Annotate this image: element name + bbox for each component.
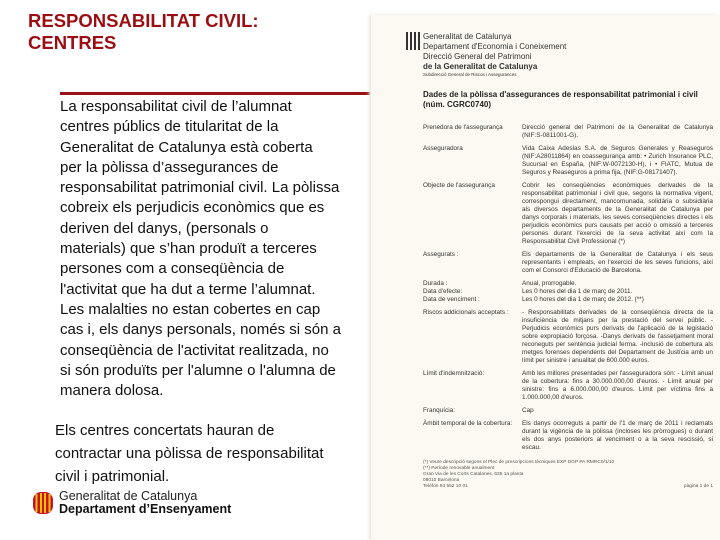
letterhead-line: Generalitat de Catalunya [423,32,512,41]
document-letterhead [406,32,566,78]
paragraph-line: Generalitat de Catalunya està coberta [60,138,313,156]
field-label: Franquícia: [423,407,455,414]
generalitat-logo [33,490,231,516]
page-number: pàgina 1 de 1 [683,484,713,489]
policy-field-row [423,370,713,402]
paragraph-line: Les malalties no estan cobertes en cap [60,300,321,318]
field-value: Vida Caixa Adeslas S.A. de Seguros Generales y Reaseguros (NIF:A28011864) en coassegurança amb: • Zurich Insurance PLC, Sucursal en España, (NIF:W-0072130-H), i • FIATC, Mutua de Seguros y Reaseguros a prima fija, (NIF:G-08171407). [522,145,713,176]
policy-field-row [423,288,713,296]
field-label: Prenedora de l'assegurança [423,124,503,131]
footnote: Gran Via de les Corts Catalanes, 635 1a planta [423,472,524,477]
field-value: Anual, prorrogable. [522,280,577,287]
paragraph-line: Els centres concertats hauran de [55,422,275,439]
field-value: - Responsabilitats derivades de la conseqüència directa de la insuficiència de mitjans per la prestació del servei públic. -Perjudicis econòmics purs derivats de l'aplicació de la legislació sobre expropiació forçosa. -Danys derivats de l'assetjament moral reconeguts per sentència judicial ferma. -Inclusió de cobertura als metges forenses dependents del Departament de Justícia amb un límit per sinistre i anualitat de 600.000 euros. [522,309,713,364]
field-label: Límit d'indemnització: [423,370,485,377]
field-value: Les 0 hores del dia 1 de març de 2012. (**) [522,296,644,303]
paragraph-line: manera dolosa. [60,382,164,400]
policy-field-row [423,407,713,415]
letterhead-line: Direcció General del Patrimoni [423,52,532,61]
catalonia-emblem-icon [33,492,53,514]
slide-title [28,10,259,54]
field-label: Àmbit temporal de la cobertura: [423,420,513,427]
paragraph-line: si són produïts per l'alumne o l'alumna de [60,361,336,379]
field-label: Riscos addicionals acceptats : [423,309,509,316]
policy-field-row [423,420,713,452]
document-title: Dades de la pòlissa d'assegurances de responsabilitat patrimonial i civil (núm. CGRC0740) [423,90,698,109]
paragraph-line: materials) que s’han produït a terceres [60,240,317,258]
footnote: (*) Veure descripció segons el Plec de prescripcions tècniques EXP DGP PA RMRC0/1/10 [423,460,615,465]
paragraph-line: La responsabilitat civil de l’alumnat [60,98,292,115]
paragraph-concertats [55,419,324,488]
policy-field-row [423,280,713,288]
paragraph-line: cas i, els danys personals, només si són a [60,321,341,339]
footnote: Telèfon 93 552 10 01 [423,484,468,489]
field-label: Objecte de l'assegurança [423,182,495,189]
field-value: Els departaments de la Generalitat de Catalunya i els seus representants i empleats, en l'exercici de les seves funcions, així com el Consorci d'Educació de Barcelona. [522,251,713,274]
letterhead-subline: Subdirecció General de Riscos i Assegurances [423,72,517,77]
paragraph-line: contractar una pòlissa de responsabilitat [55,445,324,462]
paragraph-line: responsabilitat patrimonial civil. La pòlissa [60,179,340,197]
field-value: Amb les millores presentades per l'asseguradora són: - Límit anual de la cobertura: fins a 30.000.000,00 d'euros. - Límit anual per sinistre: fins a 6.000.000,00 d'euros. Límit per víctima fins a 1.000.000,00 d'euros. [522,370,713,401]
policy-field-row [423,124,713,140]
field-label: Asseguradora [423,145,463,152]
letterhead-line: Departament d'Economia i Coneixement [423,42,567,51]
policy-field-row [423,296,713,304]
paragraph-line: deriven del danys, (personals o [60,219,269,237]
field-value: Les 0 hores del dia 1 de març de 2011. [522,288,633,295]
paragraph-line: conseqüència de l'activitat realitzada, no [60,341,329,359]
field-label: Data d'efecte: [423,288,463,295]
title-line: RESPONSABILITAT CIVIL: [28,10,259,31]
paragraph-line: centres públics de titularitat de la [60,118,279,136]
paragraph-line: civil i patrimonial. [55,468,170,485]
title-divider [60,92,370,95]
policy-field-row [423,145,713,177]
document-footnotes [423,460,614,490]
policy-field-row [423,182,713,246]
footnote: (**) Període renovable anualment [423,466,495,471]
field-label: Durada : [423,280,448,287]
logo-line-2: Departament d’Ensenyament [59,502,232,516]
field-label: Data de venciment : [423,296,480,303]
title-line: CENTRES [28,32,117,53]
paragraph-line: l'activitat que ha dut a terme l’alumnat. [60,280,316,298]
policy-field-row [423,251,713,275]
paragraph-coverage [60,97,341,401]
letterhead-line: de la Generalitat de Catalunya [423,62,538,71]
policy-field-row [423,309,713,365]
field-label: Assegurats : [423,251,459,258]
paragraph-line: cobreix els perjudicis econòmics que es [60,199,325,217]
catalonia-emblem-icon [406,32,420,50]
field-value: Cobrir les conseqüències econòmiques derivades de la responsabilitat patrimonial i civil que, segons la normativa vigent, correspongui directament, mancomunada, solidària o subsidiària als diversos departaments de la Generalitat de Catalunya per danys corporals i materials, les seves conseqüències directes i els perjudicis econòmics purs causats per acció o omissió a terceres persones durant l'exercici de la seva activitat així com la Responsabilitat Civil Professional (*) [522,182,713,245]
logo-line-1: Generalitat de Catalunya [59,489,198,503]
policy-fields [423,119,713,490]
scanned-policy-document [371,15,720,540]
field-value: Cap [522,407,534,414]
paragraph-line: per la pòlissa d’assegurances de [60,158,279,176]
field-value: Els danys ocorreguts a partir de l'1 de març de 2011 i reclamats durant la vigència de la pòlissa (incloses les pròrrogues) o durant els dos anys posteriors al venciment o a la seva rescissió, si escau. [522,420,713,451]
field-value: Direcció general del Patrimoni de la Generalitat de Catalunya (NIF:S-0811001-G). [522,124,713,139]
footnote: 08010 Barcelona [423,478,460,483]
paragraph-line: persones com a conseqüència de [60,260,285,278]
